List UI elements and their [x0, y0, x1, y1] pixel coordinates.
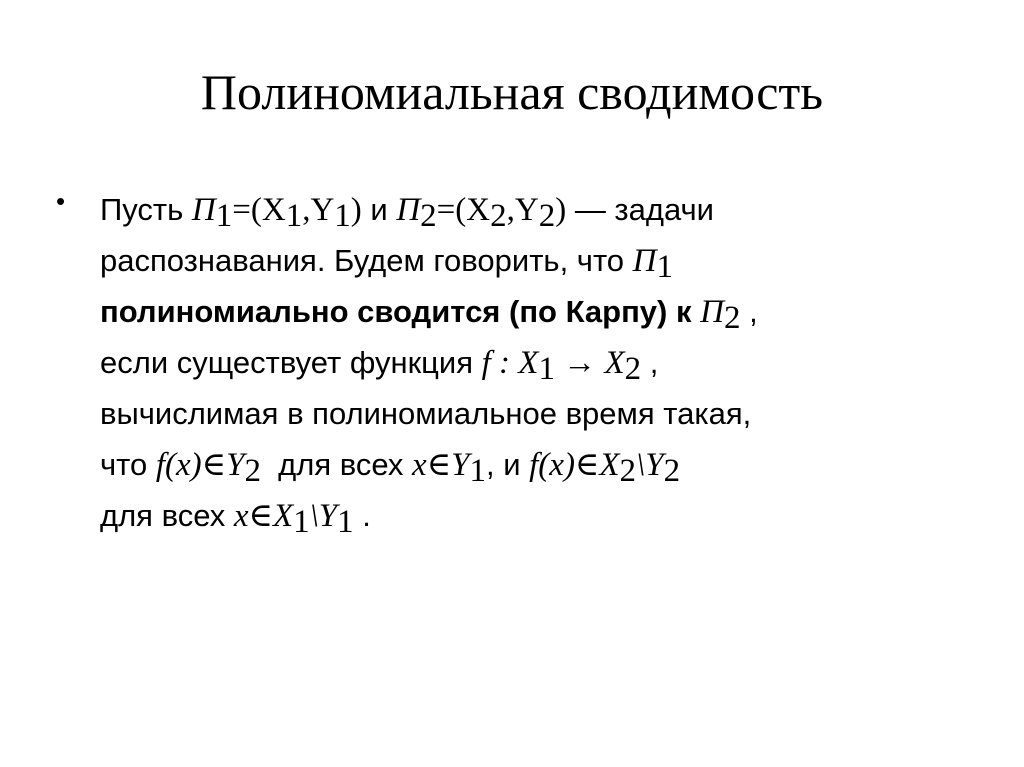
text-fragment: , и — [485, 447, 530, 482]
math-subscript: 1 — [334, 198, 351, 234]
text-fragment: для всех — [100, 498, 234, 533]
text-line-6 — [100, 439, 960, 490]
math-subscript: 2 — [490, 198, 507, 234]
math-subscript: 1 — [293, 504, 310, 540]
slide-title: Полиномиальная сводимость — [200, 64, 824, 120]
text-line-2 — [100, 235, 960, 286]
math-fragment: f : X — [481, 345, 539, 381]
math-fragment: ) — [350, 192, 362, 228]
text-fragment: . — [353, 498, 371, 533]
definition-term: полиномиально сводится (по Карпу) к — [100, 294, 701, 329]
math-fragment: f(x)∈Y — [155, 447, 245, 483]
text-fragment: вычислимая в полиномиальное время такая, — [100, 396, 752, 431]
math-p2: П — [700, 294, 724, 330]
bullet-marker: • — [56, 186, 66, 216]
math-subscript: 1 — [469, 453, 486, 489]
text-fragment: если существует функция — [100, 345, 482, 380]
text-line-1 — [100, 184, 960, 235]
math-subscript: 2 — [723, 300, 741, 336]
math-fragment: ,Y — [302, 192, 335, 228]
bullet-text — [100, 184, 960, 541]
math-subscript: 2 — [244, 453, 261, 489]
text-fragment: и — [361, 192, 397, 227]
math-subscript: 1 — [656, 249, 673, 285]
math-fragment: x∈X — [233, 498, 294, 534]
text-fragment: — задачи — [566, 192, 714, 227]
text-line-5 — [100, 388, 960, 439]
math-subscript: 1 — [215, 198, 233, 234]
math-fragment: → X — [554, 345, 625, 381]
math-p1: П — [632, 243, 657, 279]
text-line-3 — [100, 286, 960, 337]
math-fragment: \Y — [309, 498, 338, 534]
math-subscript: 2 — [624, 351, 642, 387]
text-line-4 — [100, 337, 960, 388]
text-fragment: Пусть — [100, 192, 192, 227]
text-line-7 — [100, 490, 960, 541]
text-fragment: , — [740, 294, 758, 329]
math-fragment: =(X — [436, 192, 491, 228]
math-subscript: 2 — [420, 198, 437, 234]
text-fragment: что — [100, 447, 156, 482]
math-subscript: 1 — [285, 198, 303, 234]
math-fragment: ,Y — [506, 192, 539, 228]
math-subscript: 2 — [663, 453, 681, 489]
math-fragment: ) — [555, 192, 567, 228]
math-fragment: \Y — [636, 447, 664, 483]
text-fragment: для всех — [260, 447, 413, 482]
math-p2: П — [396, 192, 421, 228]
math-fragment: f(x)∈X — [529, 447, 620, 483]
math-subscript: 2 — [538, 198, 556, 234]
text-fragment: распознавания. Будем говорить, что — [100, 243, 633, 278]
math-subscript: 2 — [619, 453, 637, 489]
math-fragment: x∈Y — [412, 447, 470, 483]
math-subscript: 1 — [337, 504, 354, 540]
text-fragment: , — [641, 345, 659, 380]
math-subscript: 1 — [538, 351, 555, 387]
math-p1: П — [191, 192, 216, 228]
math-fragment: =(X — [232, 192, 286, 228]
